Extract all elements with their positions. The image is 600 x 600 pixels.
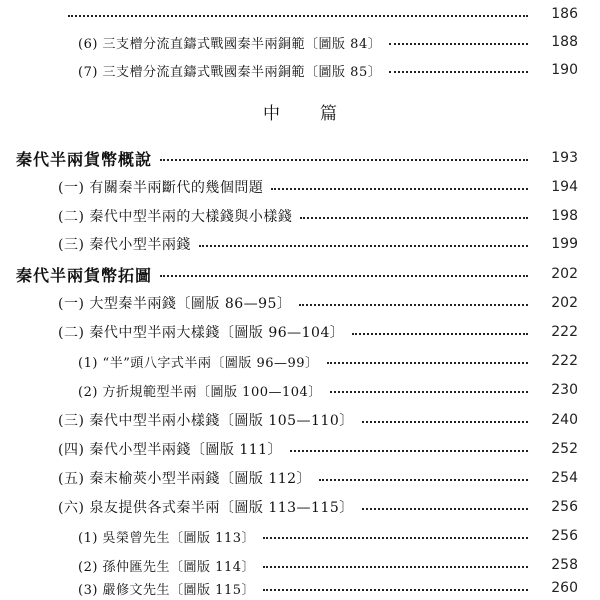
entry-title: (二) 秦代中型半兩的大樣錢與小樣錢: [58, 209, 293, 225]
dot-leader: [263, 589, 528, 591]
page-number: 188: [551, 34, 578, 50]
page-number: 199: [551, 236, 578, 252]
toc-subentry: [78, 378, 578, 402]
dot-leader: [299, 304, 528, 306]
dot-leader: [362, 508, 528, 510]
entry-title: (一) 有關秦半兩斷代的幾個問題: [58, 180, 264, 196]
dot-leader: [263, 537, 528, 539]
dot-leader: [160, 159, 528, 161]
page-number: 260: [551, 580, 578, 596]
dot-leader: [362, 421, 528, 423]
toc-entry: [58, 437, 578, 461]
page-number: 222: [551, 353, 578, 369]
page-number: 202: [551, 295, 578, 311]
dot-leader: [389, 43, 528, 45]
entry-title: (三) 秦代中型半兩小樣錢〔圖版 105—110〕: [58, 413, 354, 429]
toc-entry: [58, 232, 578, 256]
page-number: 202: [551, 266, 578, 282]
dot-leader: [300, 217, 528, 219]
toc-entry: [58, 291, 578, 315]
entry-title: (五) 秦末榆莢小型半兩錢〔圖版 112〕: [58, 471, 312, 487]
page-number: 240: [551, 412, 578, 428]
page-number: 256: [551, 528, 578, 544]
entry-title: (一) 大型秦半兩錢〔圖版 86—95〕: [58, 296, 292, 312]
entry-title: (四) 秦代小型半兩錢〔圖版 111〕: [58, 442, 283, 458]
page-number: 252: [551, 441, 578, 457]
toc-subentry: [78, 524, 578, 548]
toc-entry: [78, 58, 578, 82]
toc-entry: [58, 320, 578, 344]
toc-entry: [58, 204, 578, 228]
toc-entry: [78, 30, 578, 54]
entry-title: (1) 吳榮曾先生〔圖版 113〕: [78, 530, 255, 546]
page-number: 198: [551, 208, 578, 224]
page-number: 230: [551, 382, 578, 398]
dot-leader: [271, 188, 528, 190]
entry-title: (六) 泉友提供各式秦半兩〔圖版 113—115〕: [58, 500, 354, 516]
dot-leader: [160, 275, 528, 277]
dot-leader: [263, 566, 528, 568]
dot-leader: [389, 71, 528, 73]
page-number: 194: [551, 179, 578, 195]
toc-entry: [58, 466, 578, 490]
dot-leader: [352, 333, 528, 335]
dot-leader: [68, 15, 528, 17]
dot-leader: [327, 362, 528, 364]
toc-subentry: [78, 576, 578, 600]
dot-leader: [290, 450, 528, 452]
toc-chapter: [16, 146, 578, 170]
toc-entry: [58, 495, 578, 519]
chapter-title: 秦代半兩貨幣拓圖: [16, 265, 153, 285]
page-number: 222: [551, 324, 578, 340]
page-number: 190: [551, 62, 578, 78]
entry-title: (2) 方折規範型半兩〔圖版 100—104〕: [78, 384, 322, 400]
page-number: 254: [551, 470, 578, 486]
entry-title: (1) “半”頭八字式半兩〔圖版 96—99〕: [78, 355, 319, 371]
dot-leader: [199, 245, 528, 247]
dot-leader: [319, 479, 528, 481]
entry-title: (三) 秦代小型半兩錢: [58, 237, 191, 253]
page-number: 193: [551, 150, 578, 166]
section-title: 中篇: [263, 104, 377, 124]
dot-leader: [330, 391, 528, 393]
page-number: 256: [551, 499, 578, 515]
entry-title: (2) 孫仲匯先生〔圖版 114〕: [78, 559, 255, 575]
entry-title: (二) 秦代中型半兩大樣錢〔圖版 96—104〕: [58, 325, 345, 341]
toc-subentry: [78, 553, 578, 577]
entry-title: (7) 三支橧分流直鑄式戰國秦半兩銅範〔圖版 85〕: [78, 64, 382, 80]
entry-title: (6) 三支橧分流直鑄式戰國秦半兩銅範〔圖版 84〕: [78, 36, 382, 52]
toc-entry-continuation: [60, 2, 578, 26]
toc-entry: [58, 175, 578, 199]
entry-title: (3) 嚴修文先生〔圖版 115〕: [78, 582, 255, 598]
page-number: 258: [551, 557, 578, 573]
toc-subentry: [78, 349, 578, 373]
toc-entry: [58, 408, 578, 432]
toc-chapter: [16, 262, 578, 286]
chapter-title: 秦代半兩貨幣概說: [16, 149, 153, 169]
page-number: 186: [551, 6, 578, 22]
